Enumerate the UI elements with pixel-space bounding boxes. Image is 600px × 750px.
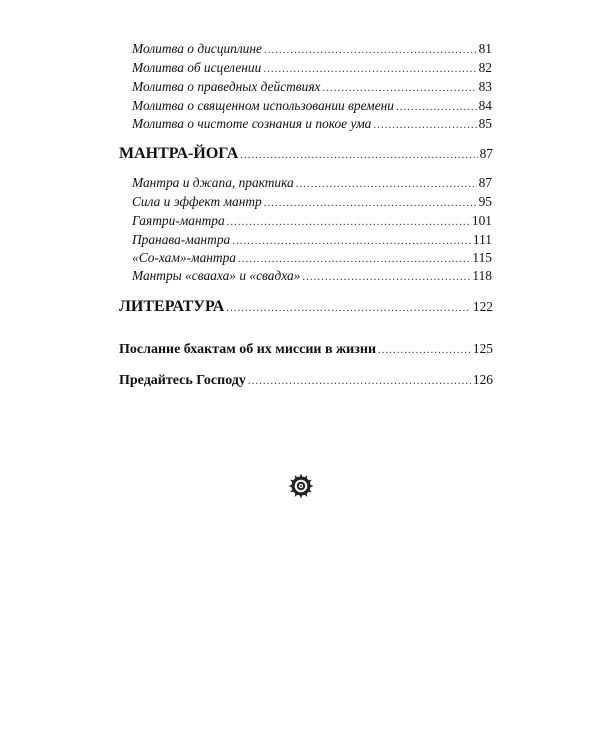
toc-section-title: Предайтесь Господу (119, 373, 246, 388)
toc-section-page: 87 (479, 146, 493, 161)
dot-leader (296, 178, 477, 190)
toc-entry-title: Мантры «сваaха» и «свадха» (132, 268, 301, 283)
toc-section-literature (119, 298, 493, 320)
toc-entry-prayer-discipline (132, 41, 492, 59)
dot-leader (238, 253, 470, 265)
toc-entry-page: 115 (472, 250, 492, 265)
toc-section-title: МАНТРА-ЙОГА (119, 145, 239, 162)
toc-entry-prayer-righteous-actions (132, 79, 492, 97)
toc-entry-page: 81 (478, 41, 492, 56)
toc-entry-pranava-mantra (132, 232, 492, 250)
toc-section-message (119, 341, 493, 361)
dot-leader (373, 119, 476, 131)
toc-entry-page: 111 (472, 232, 492, 247)
toc-section-mantra-yoga (119, 145, 493, 167)
toc-entry-title: Мантра и джапа, практика (132, 175, 294, 190)
toc-entry-prayer-sacred-time (132, 98, 492, 116)
decorative-flower-ornament-icon (288, 473, 314, 499)
toc-entry-page: 84 (478, 98, 492, 113)
toc-entry-page: 101 (471, 213, 492, 228)
toc-entry-gayatri-mantra (132, 213, 492, 231)
dot-leader (323, 82, 477, 94)
toc-entry-page: 118 (472, 268, 492, 283)
toc-entry-title: Сила и эффект мантр (132, 194, 262, 209)
toc-entry-title: Молитва о чистоте сознания и покое ума (132, 116, 372, 131)
toc-section-page: 126 (472, 372, 493, 387)
toc-section-title: ЛИТЕРАТУРА (119, 298, 225, 315)
toc-entry-title: Молитва об исцелении (132, 60, 262, 75)
dot-leader (227, 216, 470, 228)
toc-entry-title: Гаятри-мантра (132, 213, 225, 228)
toc-entry-svaha-svadha-mantras (132, 268, 492, 286)
toc-entry-title: Молитва о священном использовании времени (132, 98, 395, 113)
toc-entry-prayer-pure-consciousness (132, 116, 492, 134)
dot-leader (232, 235, 471, 247)
dot-leader (248, 375, 471, 387)
dot-leader (302, 271, 470, 283)
toc-entry-title: Пранава-мантра (132, 232, 231, 247)
toc-entry-soham-mantra (132, 250, 492, 268)
toc-section-surrender (119, 372, 493, 392)
toc-entry-prayer-healing (132, 60, 492, 78)
toc-section-page: 122 (472, 299, 493, 314)
toc-section-title: Послание бхактам об их миссии в жизни (119, 342, 377, 357)
dot-leader (263, 63, 476, 75)
dot-leader (240, 149, 477, 161)
toc-section-page: 125 (472, 341, 493, 356)
toc-entry-page: 82 (478, 60, 492, 75)
toc-entry-title: «Со-хам»-мантра (132, 250, 236, 265)
dot-leader (378, 344, 471, 356)
dot-leader (226, 302, 471, 314)
dot-leader (396, 101, 477, 113)
dot-leader (264, 44, 477, 56)
toc-entry-mantra-japa (132, 175, 492, 193)
toc-entry-mantra-power (132, 194, 492, 212)
dot-leader (264, 197, 477, 209)
toc-entry-page: 87 (478, 175, 492, 190)
toc-entry-page: 83 (478, 79, 492, 94)
toc-entry-page: 95 (478, 194, 492, 209)
toc-entry-page: 85 (478, 116, 492, 131)
toc-entry-title: Молитва о дисциплине (132, 41, 262, 56)
toc-entry-title: Молитва о праведных действиях (132, 79, 321, 94)
